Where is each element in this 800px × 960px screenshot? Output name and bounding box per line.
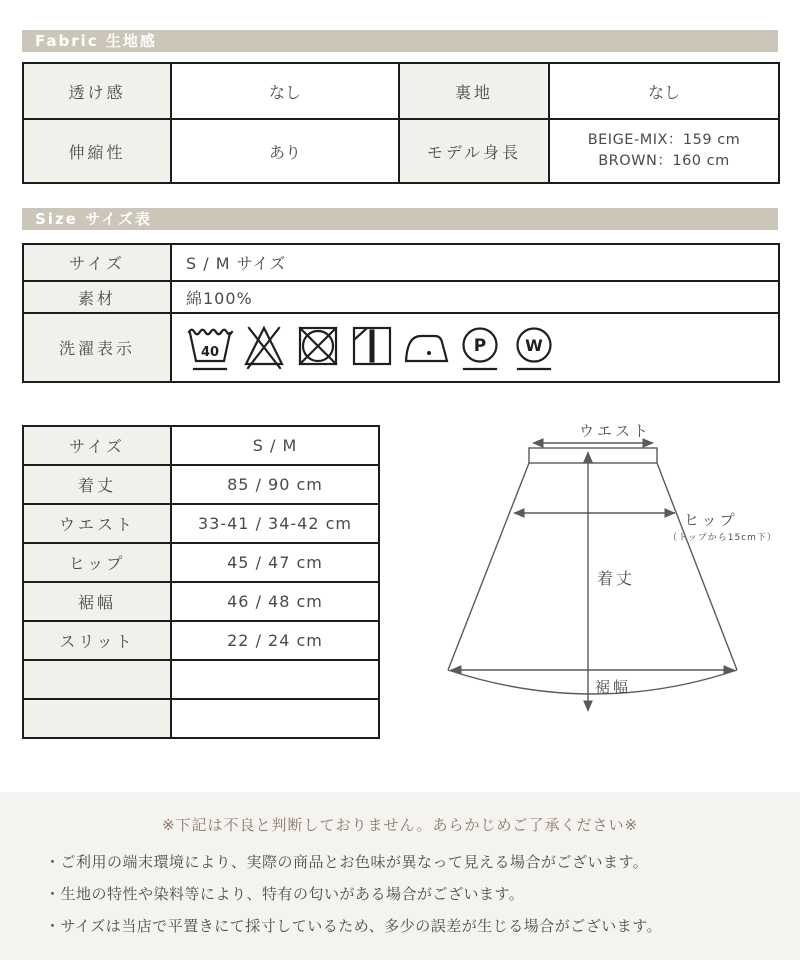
iron-low-heat-icon bbox=[402, 321, 450, 375]
fabric-label-lining: 裏地 bbox=[399, 63, 549, 119]
fabric-value-model-height bbox=[549, 119, 779, 183]
measure-value-length: 85 / 90 cm bbox=[171, 465, 379, 504]
table-row bbox=[23, 699, 379, 738]
size-value: S / M サイズ bbox=[171, 244, 779, 281]
dry-clean-p-gentle-icon bbox=[456, 321, 504, 375]
table-row bbox=[23, 426, 379, 465]
skirt-measurement-diagram bbox=[420, 418, 792, 754]
notice-item: ・ご利用の端末環境により、実際の商品とお色味が異なって見える場合がございます。 bbox=[45, 853, 649, 871]
measure-label-slit: スリット bbox=[23, 621, 171, 660]
notice-list bbox=[45, 851, 800, 936]
size-label: サイズ bbox=[23, 244, 171, 281]
fabric-table bbox=[22, 62, 780, 184]
measure-value-size: S / M bbox=[171, 426, 379, 465]
fabric-section-header: Fabric 生地感 bbox=[22, 30, 778, 52]
no-tumble-dry-icon bbox=[294, 321, 342, 375]
measure-label-length: 着丈 bbox=[23, 465, 171, 504]
care-label: 洗濯表示 bbox=[23, 313, 171, 382]
model-height-line2: BROWN：160 cm bbox=[598, 153, 730, 169]
measure-label-hip: ヒップ bbox=[23, 543, 171, 582]
hem-width-label: 裾幅 bbox=[595, 678, 632, 696]
measure-label-size: サイズ bbox=[23, 426, 171, 465]
material-label: 素材 bbox=[23, 281, 171, 313]
skirt-right-edge bbox=[657, 463, 737, 670]
measurement-table bbox=[22, 425, 380, 739]
waist-label: ウエスト bbox=[578, 422, 652, 440]
notice-item: ・生地の特性や染料等により、特有の匂いがある場合がございます。 bbox=[45, 885, 525, 903]
measure-value-empty2 bbox=[171, 699, 379, 738]
table-row bbox=[23, 621, 379, 660]
table-row bbox=[23, 281, 779, 313]
fabric-value-sheerness: なし bbox=[171, 63, 399, 119]
skirt-left-edge bbox=[448, 463, 529, 670]
fabric-label-model-height: モデル身長 bbox=[399, 119, 549, 183]
size-section-header: Size サイズ表 bbox=[22, 208, 778, 230]
table-row bbox=[23, 660, 379, 699]
notice-section bbox=[0, 792, 800, 960]
w-glyph-text: W bbox=[525, 335, 543, 355]
table-row bbox=[23, 465, 379, 504]
table-row bbox=[23, 244, 779, 281]
measure-label-waist: ウエスト bbox=[23, 504, 171, 543]
fabric-label-stretch: 伸縮性 bbox=[23, 119, 171, 183]
measure-value-slit: 22 / 24 cm bbox=[171, 621, 379, 660]
line-dry-in-shade-icon bbox=[348, 321, 396, 375]
measure-label-empty2 bbox=[23, 699, 171, 738]
skirt-hem-curve bbox=[448, 670, 737, 694]
table-row bbox=[23, 582, 379, 621]
no-bleach-icon bbox=[240, 321, 288, 375]
measure-value-waist: 33-41 / 34-42 cm bbox=[171, 504, 379, 543]
model-height-line1: BEIGE-MIX：159 cm bbox=[587, 131, 741, 148]
material-value: 綿100% bbox=[171, 281, 779, 313]
measure-value-empty1 bbox=[171, 660, 379, 699]
wash-temp-text: 40 bbox=[200, 344, 220, 360]
measure-label-hem: 裾幅 bbox=[23, 582, 171, 621]
hip-note: （トップから15cm下） bbox=[668, 533, 777, 543]
fabric-value-stretch: あり bbox=[171, 119, 399, 183]
notice-item: ・サイズは当店で平置きにて採寸しているため、多少の誤差が生じる場合がございます。 bbox=[45, 917, 663, 935]
fabric-value-lining: なし bbox=[549, 63, 779, 119]
wet-clean-w-gentle-icon bbox=[510, 321, 558, 375]
table-row bbox=[23, 63, 779, 119]
care-icons-cell bbox=[171, 313, 779, 382]
p-glyph-text: P bbox=[473, 335, 487, 356]
fabric-label-sheerness: 透け感 bbox=[23, 63, 171, 119]
table-row bbox=[23, 543, 379, 582]
measure-value-hem: 46 / 48 cm bbox=[171, 582, 379, 621]
measure-label-empty1 bbox=[23, 660, 171, 699]
measure-value-hip: 45 / 47 cm bbox=[171, 543, 379, 582]
care-icons-row bbox=[186, 321, 778, 375]
table-row bbox=[23, 119, 779, 183]
size-info-table bbox=[22, 243, 780, 383]
waistband-shape bbox=[529, 448, 657, 463]
wash-40-gentle-icon bbox=[186, 321, 234, 375]
length-label: 着丈 bbox=[597, 569, 636, 588]
notice-title: ※下記は不良と判断しておりません。あらかじめご了承ください※ bbox=[161, 816, 639, 834]
hip-label: ヒップ bbox=[684, 511, 738, 529]
table-row bbox=[23, 504, 379, 543]
table-row bbox=[23, 313, 779, 382]
